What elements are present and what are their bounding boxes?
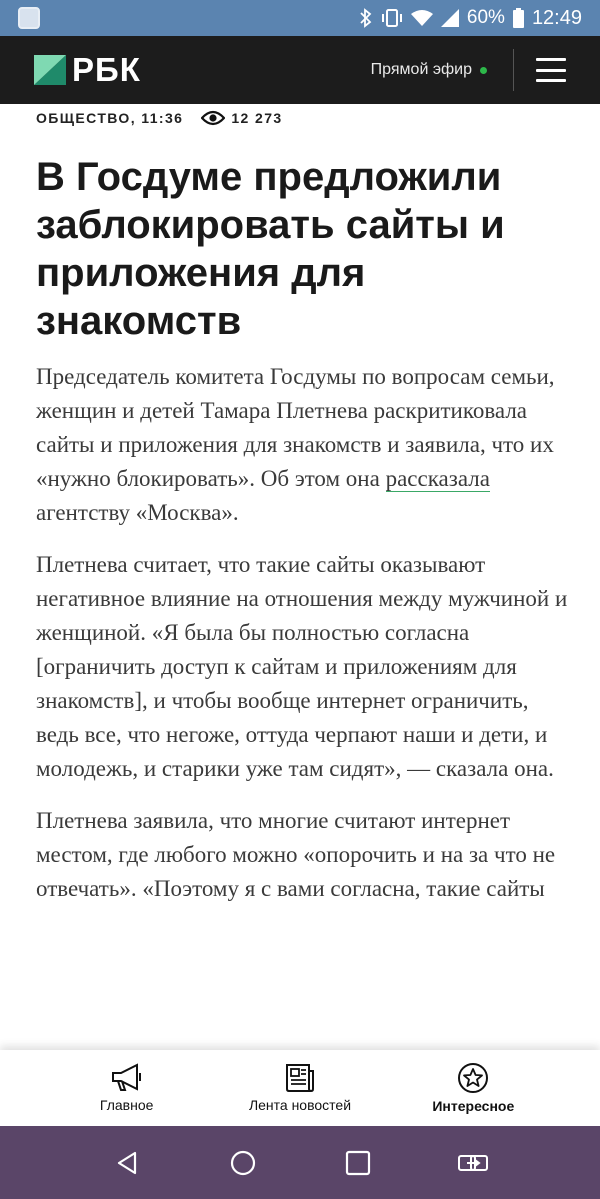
vibrate-icon — [381, 8, 403, 28]
star-icon — [457, 1062, 489, 1094]
bluetooth-icon — [359, 8, 373, 28]
article-paragraph: Плетнева заявила, что многие считают интернет местом, где любого можно «опорочить и на за что не отвечать». «Поэтому я с вами согласна, такие сайты — [36, 808, 556, 901]
live-broadcast-link[interactable] — [371, 61, 487, 79]
tab-label: Интересное — [432, 1098, 515, 1114]
tab-main[interactable] — [52, 1063, 202, 1113]
signal-icon — [441, 9, 459, 27]
article-paragraph: Председатель комитета Госдумы по вопросам семьи, женщин и детей Тамара Плетнева раскритиковала сайты и приложения для знакомств и заявила, что их «нужно блокировать». Об этом она рассказала агентству «Москва». — [36, 364, 555, 525]
wifi-icon — [411, 9, 433, 27]
tab-label: Лента новостей — [248, 1097, 352, 1113]
app-header — [0, 36, 600, 104]
recents-icon[interactable] — [338, 1143, 378, 1183]
article-meta — [36, 110, 283, 126]
logo-mark-icon — [34, 55, 66, 85]
switch-icon[interactable] — [453, 1143, 493, 1183]
back-icon[interactable] — [108, 1143, 148, 1183]
eye-icon — [201, 110, 225, 126]
clock: 12:49 — [531, 6, 582, 29]
status-icons — [359, 7, 582, 30]
article-title: В Госдуме предложили заблокировать сайты и приложения для знакомств — [36, 155, 505, 343]
article-category-time: ОБЩЕСТВО, 11:36 — [36, 110, 184, 126]
views-count: 12 273 — [231, 110, 283, 126]
tab-interesting[interactable] — [398, 1062, 548, 1114]
bottom-tab-bar — [0, 1050, 600, 1126]
system-nav-bar — [0, 1126, 600, 1199]
live-label: Прямой эфир — [370, 61, 472, 78]
notification-icon — [18, 7, 40, 29]
home-icon[interactable] — [223, 1143, 263, 1183]
status-bar — [0, 0, 600, 36]
rbc-logo[interactable] — [34, 51, 141, 89]
tab-news-feed[interactable] — [225, 1063, 375, 1113]
article-paragraph: Плетнева считает, что такие сайты оказывают негативное влияние на отношения между мужчиной и женщиной. «Я была бы полностью согласна [ограничить доступ к сайтам и приложениям для знакомств], и чтобы вообще интернет ограничить, ведь все, что негоже, оттуда черпают наши и дети, и молодежь, и старики уже там сидят», — сказала она. — [36, 552, 568, 781]
views-counter — [201, 110, 282, 126]
logo-text: РБК — [72, 51, 141, 88]
header-divider — [513, 49, 514, 91]
menu-icon[interactable] — [536, 58, 566, 82]
battery-icon — [513, 8, 524, 28]
megaphone-icon — [109, 1063, 145, 1093]
newspaper-icon — [284, 1063, 316, 1093]
battery-percent: 60% — [466, 7, 505, 28]
tab-label: Главное — [99, 1097, 154, 1113]
source-link[interactable]: рассказала — [385, 466, 490, 491]
live-indicator-icon — [480, 67, 487, 74]
article-body — [36, 360, 572, 924]
